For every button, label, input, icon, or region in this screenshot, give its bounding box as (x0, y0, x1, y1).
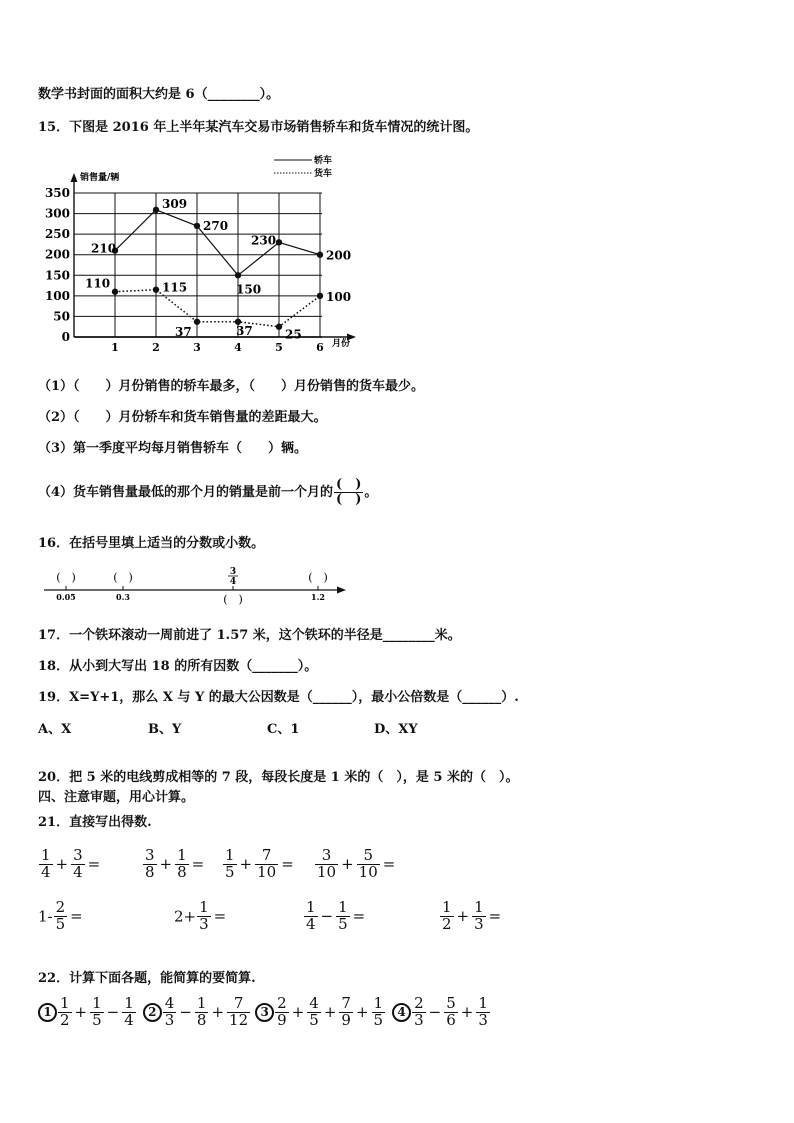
blank-above-3: ( ) (308, 571, 328, 584)
fraction-denominator: 9 (277, 1010, 287, 1029)
fraction-denominator: 3 (478, 1010, 488, 1029)
circled-number-icon: 4 (392, 1003, 411, 1022)
fraction-numerator: 1 (373, 994, 384, 1012)
fraction-numerator: 5 (446, 994, 456, 1012)
y-tick-label: 150 (44, 268, 70, 283)
y-tick-label: 200 (44, 247, 70, 262)
q14-tail: 数学书封面的面积大约是 6（________）。 (38, 87, 280, 102)
y-axis-label: 销售量/辆 (80, 173, 120, 183)
y-tick-label: 300 (44, 206, 70, 221)
fraction-numerator: ( ) (336, 477, 362, 493)
series-line (115, 290, 320, 327)
fraction-denominator: 3 (164, 1010, 175, 1029)
x-tick-label: 3 (193, 341, 201, 353)
data-label: 270 (203, 218, 229, 233)
q22-expr-4 (392, 994, 491, 1029)
label-1-2: 1.2 (311, 592, 325, 602)
q21-expr-8: $\frac{1}{2}$ + $\frac{1}{3}$ = (442, 898, 502, 933)
section4-heading: 四、注意审题，用心计算。 (38, 790, 195, 805)
fraction-numerator: 1 (60, 994, 70, 1012)
fraction-numerator: 1 (124, 994, 134, 1012)
fraction (122, 996, 136, 1029)
q21-expr-4: $\frac{3}{10}$ + $\frac{5}{10}$ = (317, 846, 396, 881)
y-tick-label: 0 (61, 330, 70, 344)
data-label: 100 (326, 289, 352, 304)
x-tick-label: 6 (316, 341, 324, 353)
q21-expr-2: $\frac{3}{8}$ + $\frac{1}{8}$ = (145, 846, 205, 881)
data-label: 150 (236, 282, 262, 297)
fraction-numerator: 2 (277, 994, 287, 1012)
fraction (307, 996, 321, 1029)
operator: − (106, 1003, 120, 1022)
data-label: 210 (91, 241, 117, 256)
fraction-denominator: 9 (341, 1010, 351, 1029)
data-label: 25 (285, 327, 302, 342)
q20: 20．把 5 米的电线剪成相等的 7 段，每段长度是 1 米的（ ），是 5 米的（ ）。 (38, 770, 519, 785)
operator: + (355, 1003, 369, 1022)
fraction-denominator: 5 (373, 1010, 384, 1029)
operator: + (291, 1003, 305, 1022)
fraction-numerator: 1 (92, 994, 102, 1012)
fraction (163, 996, 177, 1029)
circled-number-icon: 1 (38, 1003, 57, 1022)
q15-sub1: （1）（ ）月份销售的轿车最多，（ ）月份销售的货车最少。 (38, 379, 425, 394)
q19-option-d: D、XY (374, 722, 418, 737)
fraction-denominator: 5 (92, 1010, 102, 1029)
q16-title: 16．在括号里填上适当的分数或小数。 (38, 536, 265, 551)
q19-title: 19．X=Y+1，那么 X 与 Y 的最大公因数是（______），最小公倍数是（______）. (38, 690, 519, 705)
data-label: 200 (326, 248, 352, 263)
data-point (112, 289, 118, 295)
operator: + (211, 1003, 225, 1022)
data-label: 110 (85, 276, 111, 291)
data-point (317, 252, 323, 258)
x-axis-label: 月份 (332, 339, 351, 349)
q15-sub4-end: 。 (364, 485, 378, 500)
fraction (444, 996, 458, 1029)
y-axis-arrow-icon (71, 173, 78, 182)
operator: + (74, 1003, 88, 1022)
fraction-denominator: 5 (309, 1010, 319, 1029)
legend-label: 货车 (314, 169, 333, 179)
fraction-numerator: 4 (309, 994, 319, 1012)
fraction-denominator: ( ) (336, 492, 362, 507)
q15-title: 15．下图是 2016 年上半年某汽车交易市场销售轿车和货车情况的统计图。 (38, 120, 479, 135)
operator: + (460, 1003, 474, 1022)
q19-option-b: B、Y (148, 722, 182, 737)
data-point (194, 319, 200, 325)
y-tick-label: 100 (44, 288, 70, 303)
operator: − (179, 1003, 192, 1022)
fraction (227, 996, 250, 1029)
legend-label: 轿车 (314, 156, 333, 166)
fraction-numerator: 1 (478, 994, 488, 1012)
q22-expr-2 (143, 994, 251, 1029)
x-tick-label: 1 (111, 341, 119, 353)
fraction (195, 996, 209, 1029)
x-tick-label: 4 (234, 341, 242, 353)
q21-expr-5: 1- $\frac{2}{5}$ = (38, 898, 83, 933)
fraction-denominator: 12 (229, 1010, 249, 1029)
fraction-numerator: 1 (196, 994, 207, 1012)
circled-number-icon: 2 (143, 1003, 162, 1022)
frac-denominator: 4 (229, 577, 237, 587)
fraction (339, 996, 353, 1029)
data-point (235, 272, 241, 278)
q22-expr-3 (255, 994, 386, 1029)
q22-expressions (38, 996, 491, 1029)
q21-expr-3: $\frac{1}{5}$ + $\frac{7}{10}$ = (225, 846, 294, 881)
fraction-denominator: 4 (124, 1010, 134, 1029)
data-label: 37 (236, 323, 253, 338)
fraction-denominator: 8 (196, 1010, 207, 1029)
data-point (153, 207, 159, 213)
blank-above-2: ( ) (113, 571, 133, 584)
fraction (412, 996, 426, 1029)
fraction-numerator: 2 (414, 994, 424, 1012)
data-label: 230 (251, 233, 277, 248)
circled-number-icon: 3 (255, 1003, 274, 1022)
q18: 18．从小到大写出 18 的所有因数（_______）。 (38, 659, 318, 674)
y-tick-label: 50 (53, 309, 70, 324)
blank-above-1: ( ) (56, 571, 76, 584)
data-label: 115 (162, 280, 188, 295)
frac-numerator: 3 (229, 567, 237, 577)
q22-expr-1 (38, 994, 137, 1029)
label-0-05: 0.05 (56, 592, 76, 602)
y-tick-label: 250 (44, 227, 70, 242)
q15-sub4-fraction (334, 478, 363, 506)
data-point (153, 286, 159, 292)
q15-sub4-text: （4）货车销售量最低的那个月的销量是前一个月的 (38, 485, 334, 500)
data-point (194, 223, 200, 229)
fraction-numerator: 7 (341, 994, 351, 1012)
q21-title: 21．直接写出得数. (38, 815, 152, 830)
fraction (90, 996, 104, 1029)
arrow-icon (337, 587, 346, 594)
data-label: 37 (175, 324, 192, 339)
q21-expr-6: 2+ $\frac{1}{3}$ = (174, 898, 227, 933)
data-point (276, 239, 282, 245)
fraction-denominator: 6 (446, 1010, 456, 1029)
fraction (275, 996, 289, 1029)
data-point (276, 324, 282, 330)
q19-option-a: A、X (38, 722, 72, 737)
q21-expr-1: $\frac{1}{4}$ + $\frac{3}{4}$ = (41, 846, 101, 881)
y-tick-label: 350 (44, 186, 70, 200)
q15-sub3: （3）第一季度平均每月销售轿车（ ）辆。 (38, 441, 308, 456)
number-line (38, 562, 358, 608)
x-tick-label: 5 (275, 341, 283, 353)
data-point (317, 293, 323, 299)
label-0-3: 0.3 (116, 592, 130, 602)
fraction-numerator: 4 (164, 994, 175, 1012)
q19-option-c: C、1 (267, 722, 300, 737)
fraction-denominator: 2 (60, 1010, 70, 1029)
q22-title: 22．计算下面各题，能简算的要简算. (38, 971, 256, 986)
q15-sub2: （2）（ ）月份轿车和货车销售量的差距最大。 (38, 410, 327, 425)
q17: 17．一个铁环滚动一周前进了 1.57 米，这个铁环的半径是________米。 (38, 628, 461, 643)
fraction-denominator: 3 (414, 1010, 424, 1029)
fraction (372, 996, 386, 1029)
operator: − (428, 1003, 442, 1022)
fraction (58, 996, 72, 1029)
q21-expr-7: $\frac{1}{4}$ − $\frac{1}{5}$ = (306, 898, 366, 933)
sales-line-chart (38, 148, 378, 353)
blank-below: ( ) (223, 593, 243, 606)
fraction (476, 996, 490, 1029)
x-tick-label: 2 (152, 341, 160, 353)
data-label: 309 (162, 196, 188, 211)
q15-sub4 (38, 475, 377, 511)
operator: + (323, 1003, 337, 1022)
fraction-numerator: 7 (227, 996, 250, 1013)
